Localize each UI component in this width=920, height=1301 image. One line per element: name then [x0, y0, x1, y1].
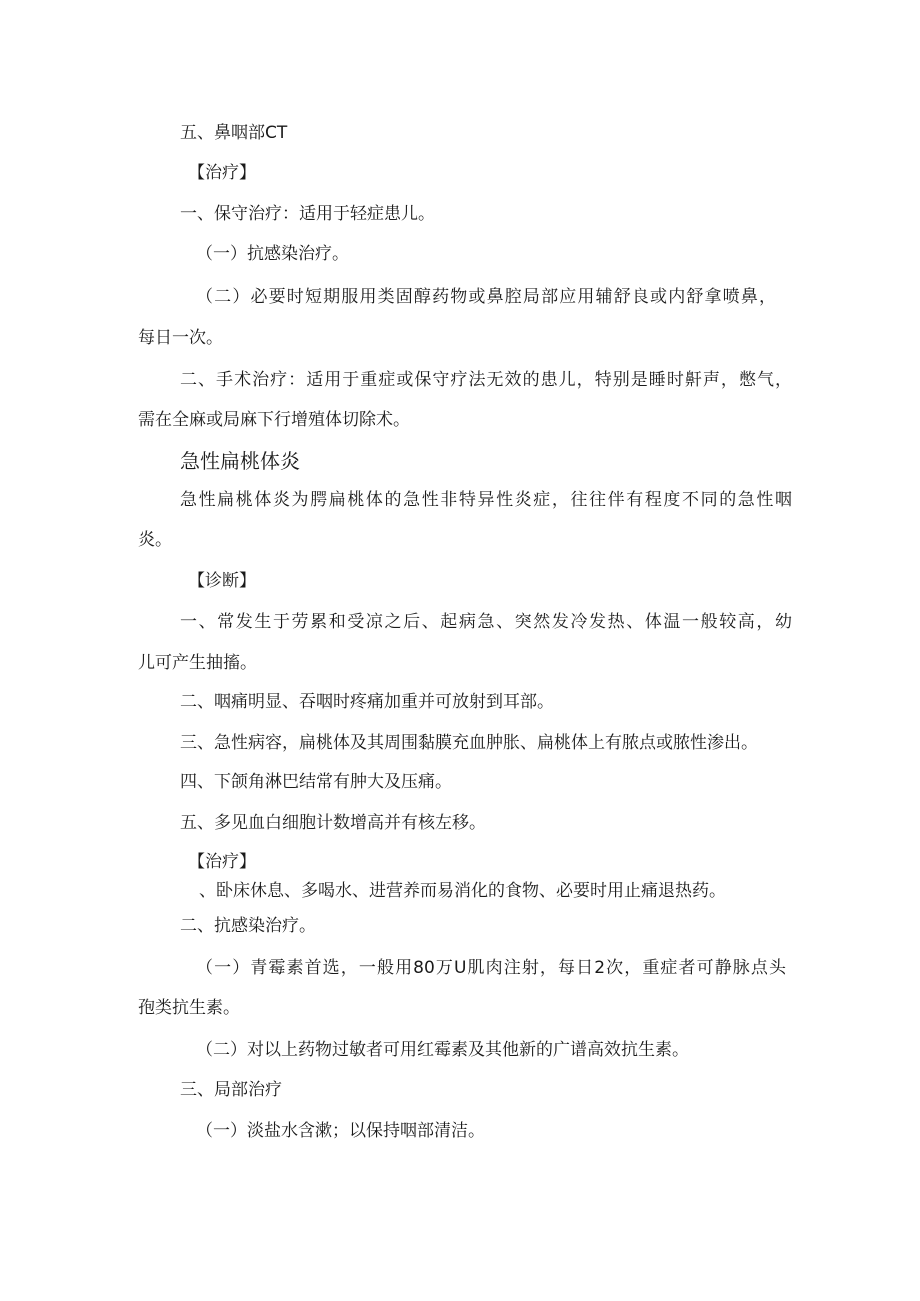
paragraph-line: （二）必要时短期服用类固醇药物或鼻腔局部应用辅舒良或内舒拿喷鼻，	[196, 287, 776, 307]
list-item: 、卧床休息、多喝水、进营养而易消化的食物、必要时用止痛退热药。	[199, 881, 726, 901]
list-item: （一）淡盐水含漱；以保持咽部清洁。	[196, 1121, 485, 1141]
list-item: 三、局部治疗	[180, 1080, 282, 1100]
paragraph-line: 需在全麻或局麻下行增殖体切除术。	[138, 410, 410, 430]
paragraph-line: 儿可产生抽搐。	[138, 653, 257, 673]
paragraph-line: 每日一次。	[138, 328, 223, 348]
list-item: （一）抗感染治疗。	[196, 244, 349, 264]
list-item: （二）对以上药物过敏者可用红霉素及其他新的广谱高效抗生素。	[196, 1040, 689, 1060]
list-item: 五、鼻咽部CT	[180, 123, 288, 143]
paragraph-line: 一、常发生于劳累和受凉之后、起病急、突然发冷发热、体温一般较高，幼	[180, 612, 792, 632]
list-item: 一、保守治疗：适用于轻症患儿。	[180, 204, 435, 224]
section-heading: 【治疗】	[188, 163, 256, 183]
section-heading: 【诊断】	[188, 571, 256, 591]
paragraph-line: （一）青霉素首选，一般用80万U肌肉注射，每日2次，重症者可静脉点头	[196, 958, 786, 978]
paragraph-line: 孢类抗生素。	[138, 998, 240, 1018]
list-item: 四、下颌角淋巴结常有肿大及压痛。	[180, 772, 452, 792]
paragraph-line: 炎。	[138, 530, 172, 550]
section-title: 急性扁桃体炎	[180, 449, 300, 473]
section-heading: 【治疗】	[188, 852, 256, 872]
list-item: 三、急性病容，扁桃体及其周围黏膜充血肿胀、扁桃体上有脓点或脓性渗出。	[180, 733, 758, 753]
list-item: 二、咽痛明显、吞咽时疼痛加重并可放射到耳部。	[180, 692, 554, 712]
paragraph-line: 急性扁桃体炎为腭扁桃体的急性非特异性炎症，往往伴有程度不同的急性咽	[180, 490, 792, 510]
list-item: 五、多见血白细胞计数增高并有核左移。	[180, 813, 486, 833]
paragraph-line: 二、手术治疗：适用于重症或保守疗法无效的患儿，特别是睡时鼾声，憋气，	[180, 370, 792, 390]
list-item: 二、抗感染治疗。	[180, 916, 316, 936]
